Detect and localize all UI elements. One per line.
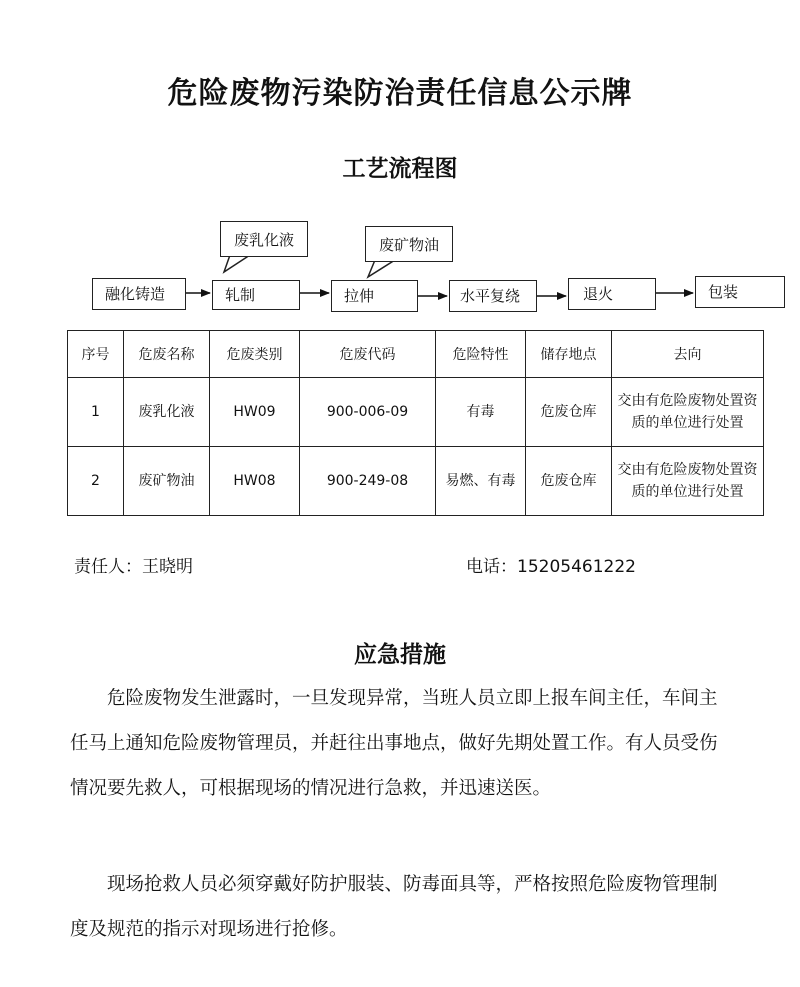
table-row bbox=[68, 378, 764, 447]
responsible-person bbox=[74, 552, 193, 577]
cell-name: 废矿物油 bbox=[124, 447, 210, 516]
flow-output-mineral-oil: 废矿物油 bbox=[365, 226, 453, 262]
callout-tail bbox=[224, 255, 250, 272]
col-header-category: 危废类别 bbox=[210, 331, 300, 378]
table-row bbox=[68, 447, 764, 516]
col-header-code: 危废代码 bbox=[300, 331, 436, 378]
cell-no: 2 bbox=[68, 447, 124, 516]
col-header-destination: 去向 bbox=[612, 331, 764, 378]
phone-label: 电话： bbox=[466, 557, 517, 577]
flow-step-packaging: 包装 bbox=[695, 276, 785, 308]
cell-destination: 交由有危险废物处置资质的单位进行处置 bbox=[612, 378, 764, 447]
emergency-paragraph: 现场抢救人员必须穿戴好防护服装、防毒面具等，严格按照危险废物管理制度及规范的指示对现场进行抢修。 bbox=[70, 874, 718, 940]
col-header-name: 危废名称 bbox=[124, 331, 210, 378]
col-header-hazard: 危险特性 bbox=[436, 331, 526, 378]
col-header-no: 序号 bbox=[68, 331, 124, 378]
cell-category: HW09 bbox=[210, 378, 300, 447]
emergency-paragraph: 危险废物发生泄露时，一旦发现异常，当班人员立即上报车间主任，车间主任马上通知危险废物管理员，并赶往出事地点，做好先期处置工作。有人员受伤情况要先救人，可根据现场的情况进行急救，并迅速送医。 bbox=[70, 688, 718, 799]
callout-tail bbox=[368, 260, 395, 277]
flow-step-rewinding: 水平复绕 bbox=[449, 280, 537, 312]
page-title: 危险废物污染防治责任信息公示牌 bbox=[167, 76, 633, 111]
col-header-storage: 储存地点 bbox=[526, 331, 612, 378]
flow-step-rolling: 轧制 bbox=[212, 280, 300, 310]
flow-step-annealing: 退火 bbox=[568, 278, 656, 310]
cell-storage: 危废仓库 bbox=[526, 378, 612, 447]
cell-category: HW08 bbox=[210, 447, 300, 516]
flow-step-casting: 融化铸造 bbox=[92, 278, 186, 310]
cell-destination: 交由有危险废物处置资质的单位进行处置 bbox=[612, 447, 764, 516]
table-header-row bbox=[68, 331, 764, 378]
cell-storage: 危废仓库 bbox=[526, 447, 612, 516]
cell-code: 900-006-09 bbox=[300, 378, 436, 447]
phone-value: 15205461222 bbox=[517, 557, 636, 577]
cell-hazard: 易燃、有毒 bbox=[436, 447, 526, 516]
responsible-person-name: 王晓明 bbox=[142, 557, 193, 577]
flow-chart-title: 工艺流程图 bbox=[342, 155, 458, 182]
emergency-title: 应急措施 bbox=[354, 641, 446, 668]
cell-no: 1 bbox=[68, 378, 124, 447]
cell-hazard: 有毒 bbox=[436, 378, 526, 447]
flow-step-drawing: 拉伸 bbox=[331, 280, 418, 312]
waste-table bbox=[67, 330, 764, 516]
flow-output-emulsion: 废乳化液 bbox=[220, 221, 308, 257]
phone-number bbox=[466, 552, 636, 577]
responsible-person-label: 责任人： bbox=[74, 557, 142, 577]
cell-code: 900-249-08 bbox=[300, 447, 436, 516]
cell-name: 废乳化液 bbox=[124, 378, 210, 447]
